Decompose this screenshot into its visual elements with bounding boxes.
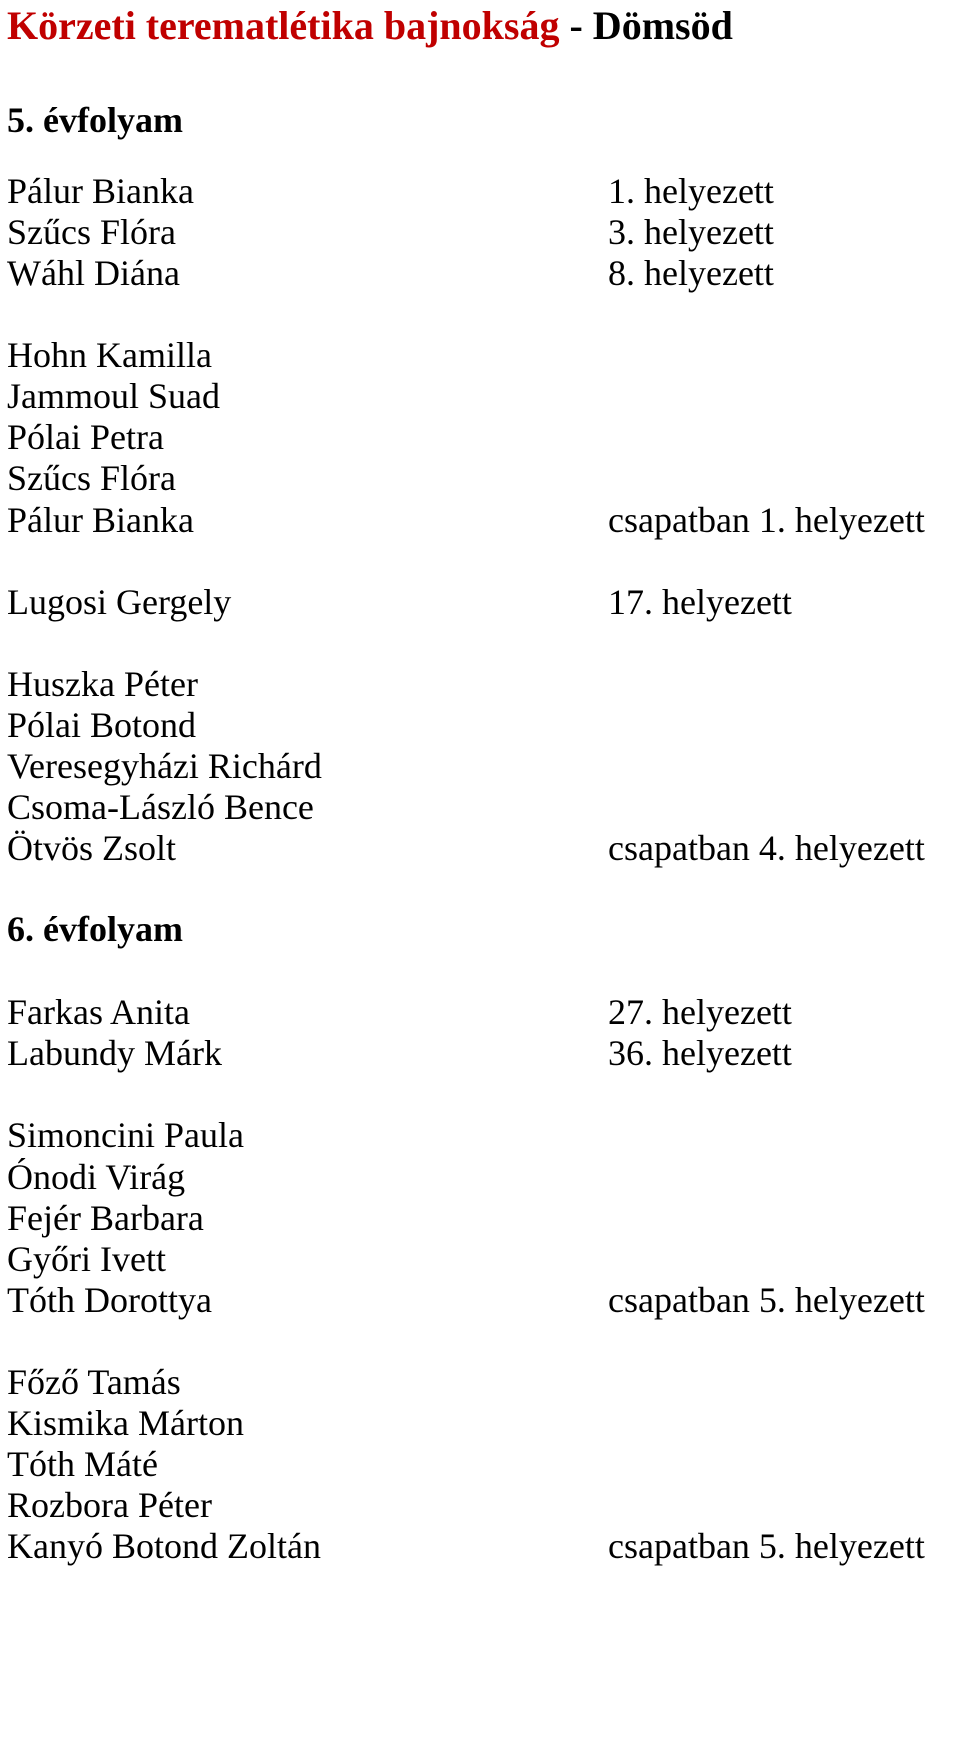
title-main: Körzeti terematlétika bajnokság [7, 3, 560, 48]
athlete-name: Labundy Márk [7, 1033, 222, 1073]
athlete-name: Ötvös Zsolt [7, 828, 177, 868]
placement: csapatban 1. helyezett [608, 500, 925, 540]
placement: 27. helyezett [608, 992, 792, 1032]
result-row [0, 168, 960, 214]
result-row [0, 1359, 960, 1405]
athlete-name: Szűcs Flóra [7, 458, 176, 498]
placement: csapatban 4. helyezett [608, 828, 925, 868]
athlete-name: Huszka Péter [7, 664, 198, 704]
section-heading-grade-5: 5. évfolyam [7, 100, 183, 140]
result-row [0, 455, 960, 501]
result-row [0, 1441, 960, 1487]
result-row [0, 1236, 960, 1282]
result-row [0, 1400, 960, 1446]
athlete-name: Kismika Márton [7, 1403, 244, 1443]
athlete-name: Pólai Botond [7, 705, 197, 745]
placement: 17. helyezett [608, 582, 792, 622]
athlete-name: Hohn Kamilla [7, 335, 212, 375]
athlete-name: Simoncini Paula [7, 1115, 244, 1155]
athlete-name: Farkas Anita [7, 992, 190, 1032]
athlete-name: Wáhl Diána [7, 253, 180, 293]
result-row [0, 209, 960, 255]
athlete-name: Pálur Bianka [7, 171, 194, 211]
result-row [0, 784, 960, 830]
result-row [0, 1277, 960, 1323]
result-row [0, 825, 960, 871]
athlete-name: Győri Ivett [7, 1239, 166, 1279]
result-row [0, 497, 960, 543]
result-row [0, 373, 960, 419]
athlete-name: Fejér Barbara [7, 1198, 204, 1238]
athlete-name: Kanyó Botond Zoltán [7, 1526, 321, 1566]
athlete-name: Lugosi Gergely [7, 582, 232, 622]
athlete-name: Pólai Petra [7, 417, 164, 457]
placement: 1. helyezett [608, 171, 774, 211]
result-row [0, 661, 960, 707]
section-heading-grade-6: 6. évfolyam [7, 909, 183, 949]
placement: 3. helyezett [608, 212, 774, 252]
result-row [0, 414, 960, 460]
placement: 36. helyezett [608, 1033, 792, 1073]
athlete-name: Tóth Máté [7, 1444, 158, 1484]
athlete-name: Veresegyházi Richárd [7, 746, 322, 786]
page-title [7, 0, 733, 52]
athlete-name: Szűcs Flóra [7, 212, 176, 252]
result-row [0, 1112, 960, 1158]
result-row [0, 1523, 960, 1569]
result-row [0, 1482, 960, 1528]
result-row [0, 743, 960, 789]
athlete-name: Tóth Dorottya [7, 1280, 212, 1320]
title-suffix: - Dömsöd [559, 3, 733, 48]
placement: csapatban 5. helyezett [608, 1280, 925, 1320]
athlete-name: Főző Tamás [7, 1362, 181, 1402]
athlete-name: Pálur Bianka [7, 500, 194, 540]
result-row [0, 1195, 960, 1241]
placement: csapatban 5. helyezett [608, 1526, 925, 1566]
result-row [0, 989, 960, 1035]
athlete-name: Csoma-László Bence [7, 787, 314, 827]
result-row [0, 1030, 960, 1076]
result-row [0, 579, 960, 625]
placement: 8. helyezett [608, 253, 774, 293]
result-row [0, 332, 960, 378]
result-row [0, 250, 960, 296]
result-row [0, 702, 960, 748]
result-row [0, 1154, 960, 1200]
athlete-name: Jammoul Suad [7, 376, 220, 416]
athlete-name: Rozbora Péter [7, 1485, 212, 1525]
athlete-name: Ónodi Virág [7, 1157, 186, 1197]
